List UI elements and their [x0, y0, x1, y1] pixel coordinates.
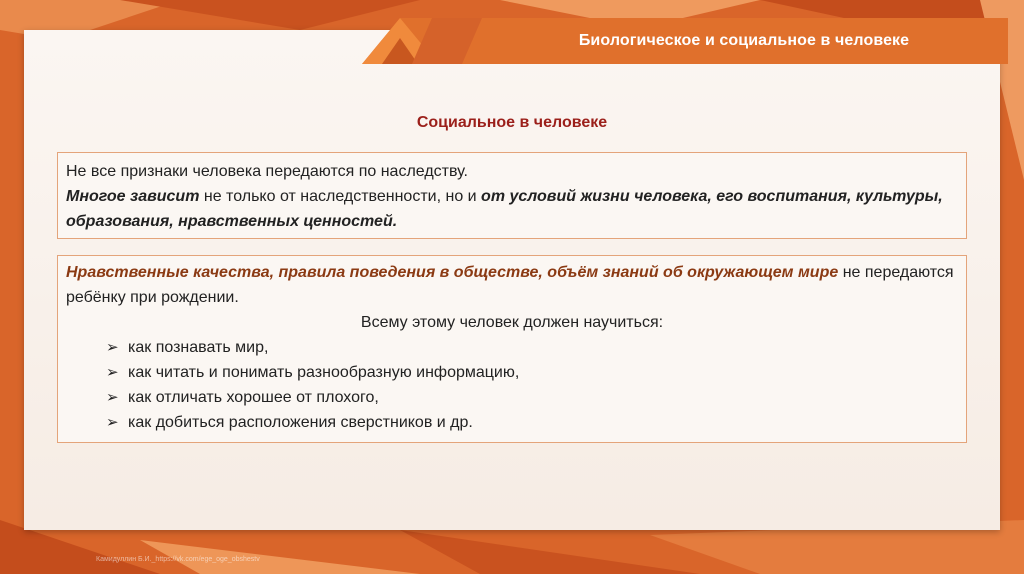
list-item [106, 385, 958, 410]
heredity-line: Не все признаки человека передаются по наследству. [66, 163, 468, 180]
emphasis-text: Нравственные качества, правила поведения в обществе, объём знаний об окружающем мире [66, 264, 839, 281]
list-item-text: как добиться расположения сверстников и др. [128, 414, 473, 431]
learning-paragraph [66, 260, 958, 310]
list-item-text: как читать и понимать разнообразную информацию, [128, 364, 520, 381]
emphasis-text: от условий жизни человека, его воспитания, культуры, образования, нравственных ценностей. [66, 188, 943, 230]
arrow-bullet-icon: ➢ [106, 339, 119, 356]
list-item [106, 335, 958, 360]
plain-text: не только от наследственности, но и [199, 188, 482, 205]
heredity-box [57, 152, 967, 239]
list-item-text: как отличать хорошее от плохого, [128, 389, 379, 406]
slide-title: Биологическое и социальное в человеке [578, 32, 910, 49]
learning-box [57, 255, 967, 443]
skills-list [66, 335, 958, 435]
list-item [106, 410, 958, 435]
arrow-bullet-icon: ➢ [106, 414, 119, 431]
arrow-bullet-icon: ➢ [106, 364, 119, 381]
list-item-text: как познавать мир, [128, 339, 269, 356]
emphasis-text: Многое зависит [66, 188, 200, 205]
arrow-bullet-icon: ➢ [106, 389, 119, 406]
list-item [106, 360, 958, 385]
heredity-paragraph [66, 184, 958, 234]
section-subtitle: Социальное в человеке [416, 114, 608, 131]
learning-intro: Всему этому человек должен научиться: [360, 314, 664, 331]
footer-credit: Камидуллин Б.И._https://vk.com/ege_oge_obshestv [96, 556, 260, 563]
plain-text: не передаются ребёнку при рождении. [66, 264, 954, 306]
